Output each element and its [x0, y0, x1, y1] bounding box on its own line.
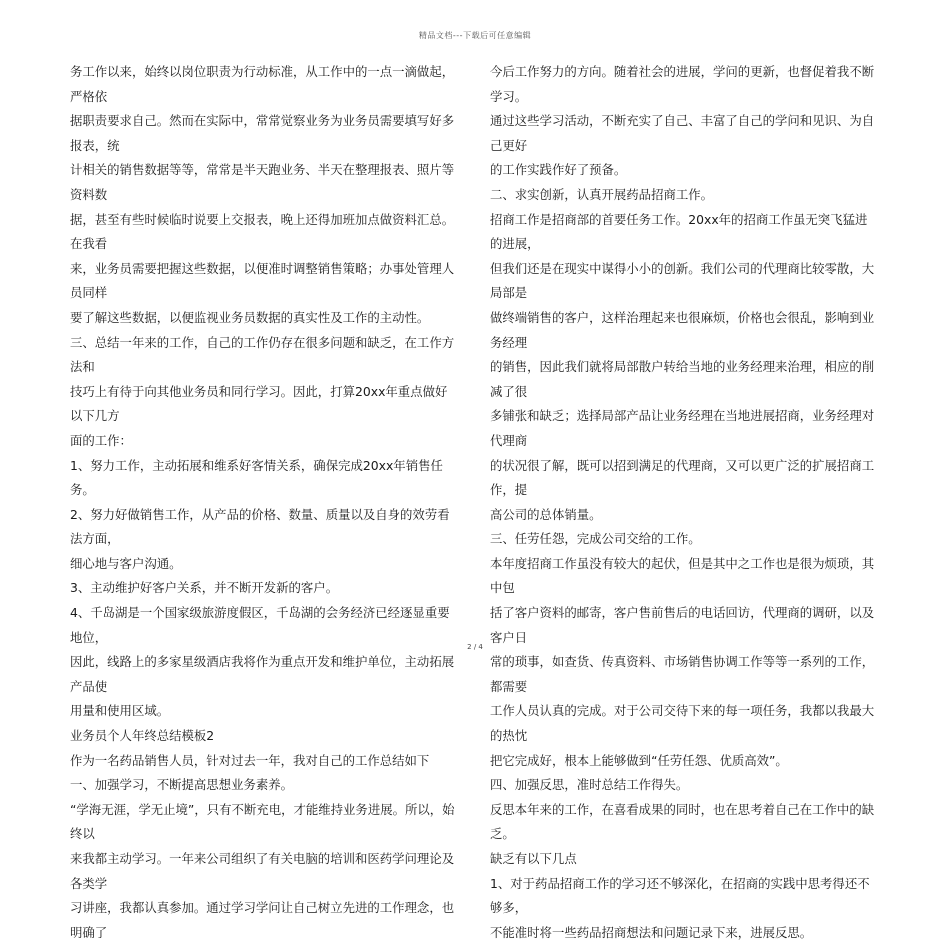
text-line: 1、努力工作，主动拓展和维系好客情关系，确保完成20xx年销售任务。	[70, 457, 443, 498]
text-line: 做终端销售的客户，这样治理起来也很麻烦，价格也会很乱，影响到业务经理	[490, 309, 875, 350]
text-line: 不能准时将一些药品招商想法和问题记录下来，进展反思。	[490, 924, 813, 940]
text-line: 缺乏有以下几点	[490, 851, 577, 866]
section-title: 业务员个人年终总结模板2	[70, 728, 215, 744]
text-line: 括了客户资料的邮寄，客户售前售后的电话回访，代理商的调研，以及客户日	[490, 605, 875, 645]
right-column	[490, 60, 875, 945]
text-line: 通过这些学习活动，不断充实了自己、丰富了自己的学问和见识、为自己更好	[490, 113, 875, 153]
text-line: 务工作以来，始终以岗位职责为行动标准，从工作中的一点一滴做起，严格依	[70, 64, 455, 104]
text-line: 的工作实践作好了预备。	[490, 162, 627, 178]
text-line: 三、任劳任怨，完成公司交给的工作。	[490, 531, 701, 547]
page-header: 精品文档---下载后可任意编辑	[418, 31, 532, 40]
text-line: 面的工作：	[70, 432, 132, 448]
text-line: 的销售，因此我们就将局部散户转给当地的业务经理来治理，相应的削减了很	[490, 359, 875, 399]
text-line: 多铺张和缺乏；选择局部产品让业务经理在当地进展招商，业务经理对代理商	[490, 408, 875, 448]
text-line: 习讲座，我都认真参加。通过学习学问让自己树立先进的工作理念，也明确了	[70, 900, 455, 940]
text-line: 据职责要求自己。然而在实际中，常常觉察业务为业务员需要填写好多报表，统	[70, 113, 455, 153]
text-line: 高公司的总体销量。	[490, 506, 602, 522]
text-line: 二、求实创新，认真开展药品招商工作。	[490, 186, 714, 202]
text-line: 来，业务员需要把握这些数据，以便准时调整销售策略；办事处管理人员同样	[70, 260, 455, 301]
text-line: 计相关的销售数据等等，常常是半天跑业务、半天在整理报表、照片等资料数	[70, 162, 455, 202]
text-line: 1、对于药品招商工作的学习还不够深化，在招商的实践中思考得还不够多，	[490, 875, 870, 916]
text-line: 一、加强学习，不断提高思想业务素养。	[70, 777, 294, 793]
text-line: 4、千岛湖是一个国家级旅游度假区，千岛湖的会务经济已经逐显重要地位，	[70, 605, 450, 645]
text-line: 技巧上有待于向其他业务员和同行学习。因此，打算20xx年重点做好以下几方	[70, 383, 448, 424]
text-line: 细心地与客户沟通。	[70, 555, 182, 571]
text-line: 作为一名药品销售人员，针对过去一年，我对自己的工作总结如下	[70, 752, 430, 768]
text-line: 要了解这些数据，以便监视业务员数据的真实性及工作的主动性。	[70, 309, 430, 325]
text-line: 据，甚至有些时候临时说要上交报表，晚上还得加班加点做资料汇总。在我看	[70, 211, 455, 252]
text-line: 用量和使用区域。	[70, 703, 170, 719]
left-column	[70, 60, 455, 945]
text-line: 本年度招商工作虽没有较大的起伏，但是其中之工作也是很为烦琐，其中包	[490, 555, 875, 596]
page-number: 2 / 4	[467, 643, 483, 651]
text-line: “学海无涯，学无止境”，只有不断充电，才能维持业务进展。所以，始终以	[70, 801, 455, 842]
text-line: 2、努力好做销售工作，从产品的价格、数量、质量以及自身的效劳看法方面，	[70, 506, 450, 547]
text-line: 招商工作是招商部的首要任务工作。20xx年的招商工作虽无突飞猛进的进展，	[490, 211, 868, 252]
text-line: 把它完成好，根本上能够做到“任劳任怨、优质高效”。	[490, 752, 788, 768]
text-line: 因此，线路上的多家星级酒店我将作为重点开发和维护单位，主动拓展产品使	[70, 654, 455, 694]
text-line: 的状况很了解，既可以招到满足的代理商，又可以更广泛的扩展招商工作，提	[490, 457, 875, 498]
text-line: 工作人员认真的完成。对于公司交待下来的每一项任务，我都以我最大的热忱	[490, 703, 875, 744]
text-line: 四、加强反思，准时总结工作得失。	[490, 777, 689, 793]
text-line: 但我们还是在现实中谋得小小的创新。我们公司的代理商比较零散，大局部是	[490, 260, 875, 301]
text-line: 三、总结一年来的工作，自己的工作仍存在很多问题和缺乏，在工作方法和	[70, 334, 455, 375]
text-line: 反思本年来的工作，在喜看成果的同时，也在思考着自己在工作中的缺乏。	[490, 801, 875, 842]
text-line: 来我都主动学习。一年来公司组织了有关电脑的培训和医药学问理论及各类学	[70, 851, 455, 891]
text-line: 今后工作努力的方向。随着社会的进展，学问的更新，也督促着我不断学习。	[490, 64, 875, 104]
text-line: 3、主动维护好客户关系，并不断开发新的客户。	[70, 580, 339, 596]
text-line: 常的琐事，如查货、传真资料、市场销售协调工作等等一系列的工作，都需要	[490, 654, 875, 694]
